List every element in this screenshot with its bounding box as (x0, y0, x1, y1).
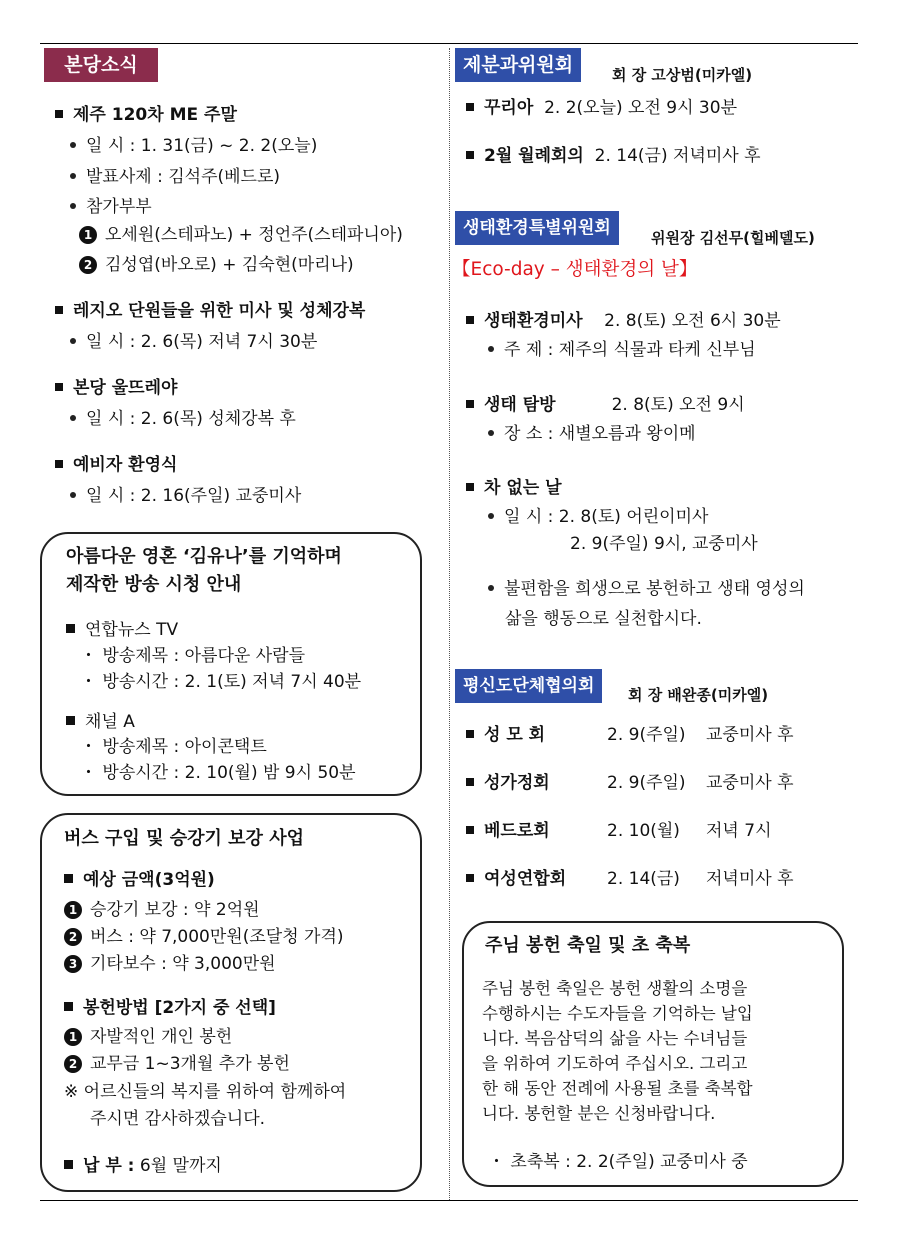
eco-note-2: 삶을 행동으로 실천합시다. (505, 609, 702, 629)
eco-day-title: 【Eco-day – 생태환경의 날】 (452, 259, 698, 280)
me-weekend-title: 제주 120차 ME 주말 (55, 104, 237, 126)
bus-note-1: ※ 어르신들의 복지를 위하여 함께하여 (64, 1082, 347, 1102)
broadcast-1-title: ・ 방송제목 : 아름다운 사람들 (80, 646, 305, 666)
group-item-1-time: 교중미사 후 (706, 725, 794, 745)
bus-method-2: 2 교무금 1~3개월 추가 봉헌 (64, 1053, 290, 1075)
me-weekend-couples-label: 참가부부 (70, 196, 152, 218)
car-free-item: 차 없는 날 (466, 477, 562, 499)
broadcast-2-title: ・ 방송제목 : 아이콘택트 (80, 737, 267, 757)
eco-note-1: 불편함을 희생으로 봉헌하고 생태 영성의 (488, 578, 805, 600)
car-free-date-2: 2. 9(주일) 9시, 교중미사 (570, 534, 758, 554)
group-item-3-date: 2. 10(월) (607, 821, 680, 841)
group-item-2: 성가정회 (466, 772, 550, 794)
car-free-date-1: 일 시 : 2. 8(토) 어린이미사 (488, 506, 708, 528)
broadcast-2-time: ・ 방송시간 : 2. 10(월) 밤 9시 50분 (80, 763, 356, 783)
group-item-4-date: 2. 14(금) (607, 869, 680, 889)
committee-3-chair: 회 장 배완종(미카엘) (628, 686, 769, 704)
bus-note-2: 주시면 감사하겠습니다. (90, 1109, 266, 1129)
top-rule (40, 43, 858, 44)
eco-mass-theme: 주 제 : 제주의 식물과 타케 신부님 (488, 339, 756, 361)
eco-tour-item: 생태 탐방 2. 8(토) 오전 9시 (466, 394, 745, 416)
committee-3-header: 평신도단체협의회 (455, 669, 602, 703)
legio-mass-date: 일 시 : 2. 6(목) 저녁 7시 30분 (70, 331, 317, 353)
bus-project-title: 버스 구입 및 승강기 보강 사업 (64, 828, 304, 849)
catechumen-date: 일 시 : 2. 16(주일) 교중미사 (70, 485, 301, 507)
committee-1-chair: 회 장 고상범(미카엘) (612, 66, 753, 84)
bus-amount-3: 3 기타보수 : 약 3,000만원 (64, 953, 276, 975)
me-couple-1: 1 오세원(스테파노) + 정언주(스테파니아) (79, 224, 403, 246)
ultreya-date: 일 시 : 2. 6(목) 성체강복 후 (70, 408, 296, 430)
bottom-rule (40, 1200, 858, 1201)
legio-mass-title: 레지오 단원들을 위한 미사 및 성체강복 (55, 300, 365, 322)
ultreya-title: 본당 울뜨레야 (55, 377, 177, 399)
me-weekend-presenter: 발표사제 : 김석주(베드로) (70, 166, 280, 188)
group-item-4: 여성연합회 (466, 868, 566, 890)
group-item-1: 성 모 회 (466, 724, 545, 746)
eco-tour-place: 장 소 : 새별오름과 왕이메 (488, 423, 696, 445)
eco-mass-item: 생태환경미사 2. 8(토) 오전 6시 30분 (466, 310, 781, 332)
group-item-3-time: 저녁 7시 (706, 821, 772, 841)
committee-2-chair: 위원장 김선무(힐베델도) (651, 229, 815, 247)
broadcast-1-time: ・ 방송시간 : 2. 1(토) 저녁 7시 40분 (80, 672, 362, 692)
feast-title: 주님 봉헌 축일 및 초 축복 (485, 935, 691, 956)
group-item-2-time: 교중미사 후 (706, 773, 794, 793)
bus-amount-1: 1 승강기 보강 : 약 2억원 (64, 899, 260, 921)
broadcast-group-2: 채널 A (66, 711, 135, 733)
bus-amount-header: 예상 금액(3억원) (64, 869, 215, 891)
broadcast-group-1: 연합뉴스 TV (66, 619, 178, 641)
broadcast-title-2: 제작한 방송 시청 안내 (66, 574, 242, 595)
group-item-2-date: 2. 9(주일) (607, 773, 686, 793)
column-divider (449, 48, 450, 1200)
committee-1-header: 제분과위원회 (455, 48, 581, 82)
committee-2-header: 생태환경특별위원회 (455, 211, 619, 245)
curia-item: 꾸리아 2. 2(오늘) 오전 9시 30분 (466, 97, 737, 119)
catechumen-title: 예비자 환영식 (55, 454, 177, 476)
me-weekend-date: 일 시 : 1. 31(금) ~ 2. 2(오늘) (70, 135, 317, 157)
parish-news-header: 본당소식 (44, 48, 158, 82)
feast-paragraph: 주님 봉헌 축일은 봉헌 생활의 소명을 수행하시는 수도자들을 기억하는 날입 니다. 복음삼덕의 삶을 사는 수녀님들 을 위하여 기도하여 주십시오. 그리고 한 해 동안 전례에 사용될 초를 축복합 니다. 봉헌할 분은 신청바랍니다. (482, 979, 753, 1123)
bus-method-1: 1 자발적인 개인 봉헌 (64, 1026, 232, 1048)
group-item-1-date: 2. 9(주일) (607, 725, 686, 745)
monthly-meeting-item: 2월 월례회의 2. 14(금) 저녁미사 후 (466, 145, 761, 167)
bus-payment: 납 부 : 6월 말까지 (64, 1155, 222, 1177)
me-couple-2: 2 김성엽(바오로) + 김숙현(마리나) (79, 254, 354, 276)
group-item-4-time: 저녁미사 후 (706, 869, 794, 889)
candle-blessing: ・ 초축복 : 2. 2(주일) 교중미사 중 (488, 1152, 748, 1172)
broadcast-title-1: 아름다운 영혼 ‘김유나’를 기억하며 (66, 546, 342, 567)
bus-amount-2: 2 버스 : 약 7,000만원(조달청 가격) (64, 926, 344, 948)
group-item-3: 베드로회 (466, 820, 550, 842)
bus-method-header: 봉헌방법 [2가지 중 선택] (64, 997, 276, 1019)
